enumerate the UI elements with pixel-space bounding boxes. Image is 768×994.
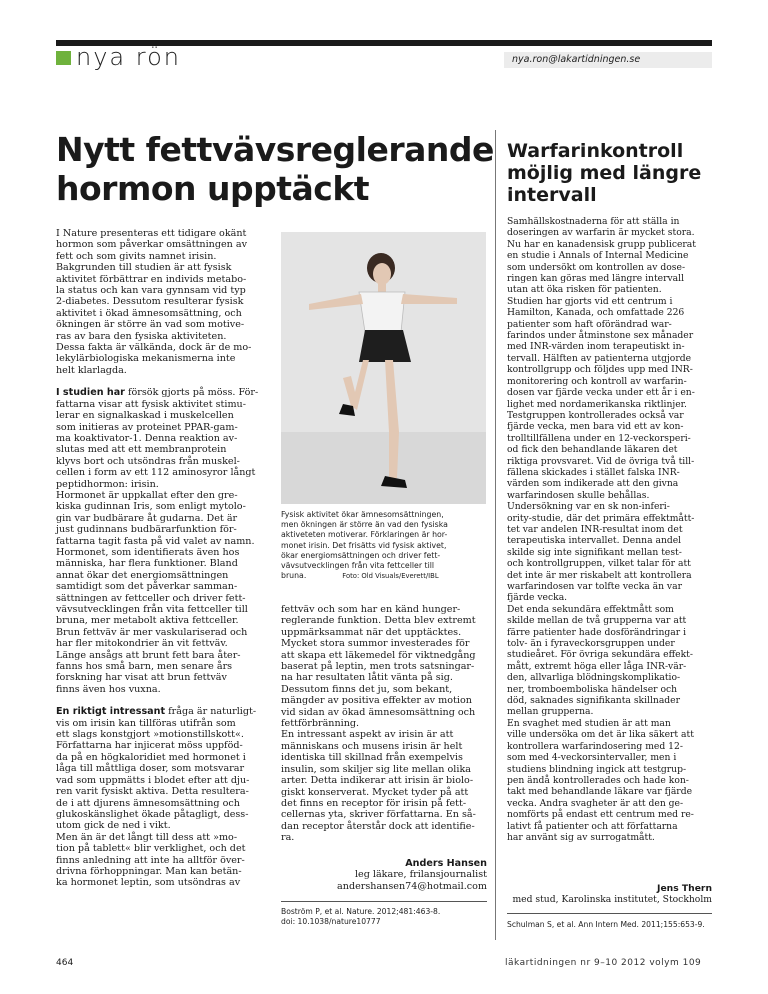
sidebar-body-line: har använt sig av surrogatmått.	[507, 831, 655, 843]
sidebar-body-line: studieåret. För övriga sekundära effekt-	[507, 649, 693, 661]
caption-line: aktiveteten motiverar. Förklaringen är hor-	[281, 530, 448, 540]
sidebar-body-line: färre patienter hade dosförändringar i	[507, 626, 687, 638]
caption-line: Fysisk aktivitet ökar ämnesomsättningen,	[281, 510, 444, 519]
body-line: Mycket stora summor investerades för	[281, 638, 470, 650]
section-label: nya rön	[76, 43, 181, 71]
sidebar-body-line: som med 4-veckorsintervaller, men i	[507, 752, 677, 764]
body-line: Författarna har injicerat möss uppföd-	[56, 740, 243, 752]
section-email-link[interactable]: nya.ron@lakartidningen.se	[512, 54, 641, 65]
body-line: ett slags konstgjort »motionstillskott«.	[56, 729, 244, 741]
body-line: vävsutvecklingen från vita fettceller till	[56, 604, 248, 615]
body-line: aktivitet förbättrar en individs metabo-	[56, 273, 247, 285]
sidebar-body-line: od fick den behandlande läkaren det	[507, 444, 678, 456]
sidebar-body-line: trolltillfällena under en 12-veckorsperi-	[507, 432, 691, 444]
article-reference	[281, 907, 440, 927]
body-line: dan receptor återstår dock att identifie-	[281, 820, 475, 832]
body-line: som initieras av proteinet PPAR-gam-	[56, 421, 238, 433]
body-line: na har resultaten låtit vänta på sig.	[281, 672, 453, 684]
body-line: Bakgrunden till studien är att fysisk	[56, 262, 232, 274]
sidebar-body-line: fällena skickades i stället falska INR-	[507, 466, 680, 478]
body-line: har fler mitokondrier än vit fettväv.	[56, 638, 228, 650]
body-line: baserat på leptin, men trots satsningar-	[281, 661, 475, 673]
body-line: Men än är det långt till dess att »mo-	[56, 831, 238, 843]
body-line: vad som uppmätts i blodet efter att dju-	[56, 774, 250, 786]
sidebar-body-line: monitorering och kontroll av warfarin-	[507, 375, 687, 387]
sidebar-body-line: takt med behandlande läkare var fjärde	[507, 786, 693, 798]
body-line	[56, 376, 258, 387]
dancer-photo	[281, 232, 486, 504]
body-line: hormon som påverkar omsättningen av	[56, 239, 248, 251]
body-line: I Nature presenteras ett tidigare okänt	[56, 228, 247, 239]
sidebar-body-line: den, allvarliga blödningskomplikatio-	[507, 672, 681, 684]
body-line: ökningen är större än vad som motive-	[56, 319, 245, 331]
sidebar-author-title: med stud, Karolinska institutet, Stockholm	[512, 894, 712, 906]
body-line: annat ökar det energiomsättningen	[56, 569, 229, 581]
sidebar-body-line: som undersökt om kontrollen av dose-	[507, 261, 686, 273]
body-line: klyvs bort och utsöndras från muskel-	[56, 455, 240, 467]
body-line: Brun fettväv är mer vaskulariserad och	[56, 626, 248, 638]
sidebar-body-line: tolv- än i fyraveckorsgruppen under	[507, 638, 675, 650]
sidebar-body-line: värden som indikerade att den givna	[507, 478, 679, 490]
body-line	[56, 695, 258, 706]
body-line: samtidigt som det påverkar samman-	[56, 581, 238, 593]
body-line: människa, har flera funktioner. Bland	[56, 558, 238, 570]
body-line: En intressant aspekt av irisin är att	[281, 729, 454, 741]
body-line: mängder av positiva effekter av motion	[281, 695, 472, 707]
sidebar-body-line: och kontrollgruppen, vilket talar för att	[507, 558, 691, 570]
body-line: finns även hos vuxna.	[56, 683, 161, 695]
body-line: peptidhormon: irisin.	[56, 478, 159, 490]
sidebar-body-line: ner, tromboemboliska händelser och	[507, 683, 678, 695]
page-number: 464	[56, 958, 74, 968]
journal-footer: läkartidningen nr 9–10 2012 volym 109	[505, 958, 702, 968]
article-byline	[281, 858, 487, 892]
body-line: fettförbränning.	[281, 718, 360, 730]
reference-divider	[281, 901, 487, 902]
sidebar-body-line: riktiga provsvaret. Vid de övriga två till-	[507, 455, 695, 467]
body-line: identiska till skillnad från exempelvis	[281, 752, 463, 764]
body-line: fettväv och som har en känd hunger-	[281, 604, 461, 615]
sidebar-body-line: warfarindosen skulle behållas.	[507, 489, 650, 501]
body-line: ras av bara den fysiska aktiviteten.	[56, 330, 227, 342]
body-line: insulin, som skiljer sig lite mellan olika	[281, 763, 471, 775]
sidebar-divider	[495, 130, 496, 940]
article-headline	[56, 130, 494, 208]
sidebar-body-line: mått, extremt höga eller låga INR-vär-	[507, 660, 687, 672]
sidebar-body-line: Undersökning var en sk non-inferi-	[507, 501, 670, 513]
body-line: ka hormonet leptin, som utsöndras av	[56, 877, 241, 889]
body-line: reglerande funktion. Detta blev extremt	[281, 615, 476, 627]
sidebar-body-line: patienter som haft oförändrad war-	[507, 318, 672, 330]
body-line: cellernas yta, skriver författarna. En så-	[281, 809, 476, 821]
sidebar-body-line: lativt få patienter och att författarna	[507, 820, 678, 832]
sidebar-body-line: en studie i Annals of Internal Medicine	[507, 250, 689, 262]
sidebar-headline	[507, 140, 701, 206]
body-line: giskt konserverat. Mycket tyder på att	[281, 786, 469, 798]
body-line: I studien har försök gjorts på möss. För-	[56, 387, 259, 399]
sidebar-byline	[507, 883, 712, 906]
sidebar-body-line: Testgruppen kontrollerades också var	[507, 409, 684, 421]
body-line: det finns en receptor för irisin på fett-	[281, 797, 467, 809]
sidebar-body-line: nomförts på endast ett centrum med re-	[507, 809, 694, 821]
body-line: sättningen av fettceller och driver fett-	[56, 592, 246, 604]
body-line: fanns hos små barn, men senare års	[56, 661, 233, 673]
sidebar-body-line: skilde mellan de två grupperna var att	[507, 615, 687, 627]
sidebar-body-line: dosen var fjärde vecka under ett år i en-	[507, 387, 695, 399]
body-line: lerar en signalkaskad i muskelcellen	[56, 410, 234, 422]
body-line: fattarna visar att fysisk aktivitet stimu-	[56, 398, 246, 410]
caption-line: ökar energiomsättningen och driver fett-	[281, 550, 441, 560]
body-line: låga till måttliga doser, som motsvarar	[56, 763, 245, 775]
caption-line: monet irisin. Det frisätts vid fysisk aktivet,	[281, 540, 447, 550]
sidebar-body-line: kontrollgrupp och följdes upp med INR-	[507, 364, 693, 376]
body-line: bruna, mer metabolt aktiva fettceller.	[56, 615, 239, 627]
body-line: finns anledning att inte ha alltför över-	[56, 854, 245, 866]
sidebar-body-line: lighet med nordamerikanska riktlinjer.	[507, 398, 687, 410]
body-line: vid sidan av ökad ämnesomsättning och	[281, 706, 476, 718]
author-email: andershansen74@hotmail.com	[337, 880, 487, 892]
headline-line: hormon upptäckt	[56, 169, 370, 208]
sidebar-body-line: kontrollera warfarindosering med 12-	[507, 740, 683, 752]
sidebar-body-line: Nu har en kanadensisk grupp publicerat	[507, 238, 696, 250]
body-line: glukoskänslighet ökade påtagligt, dess-	[56, 808, 249, 820]
section-marker	[56, 51, 71, 65]
body-line: En riktigt intressant fråga är naturligt-	[56, 706, 257, 718]
sidebar-body-line: warfarindosen var tolfte vecka än var	[507, 581, 682, 592]
author-title: leg läkare, frilansjournalist	[354, 869, 487, 881]
body-line: la status och kan vara gynnsam vid typ	[56, 285, 246, 297]
body-line: da på en högkaloridiet med hormonet i	[56, 751, 246, 763]
photo-caption	[281, 510, 448, 581]
photo-credit: Foto: Old Visuals/Everett/IBL	[342, 572, 439, 581]
reference-line: Boström P, et al. Nature. 2012;481:463-8.	[281, 907, 441, 916]
sidebar-body-line: död, saknades signifikanta skillnader	[507, 695, 681, 707]
body-line: just gudinnans budbärarfunktion för-	[56, 524, 237, 536]
article-column-1	[56, 228, 258, 889]
body-line: uppmärksammat när det upptäcktes.	[281, 626, 462, 638]
sidebar-body-line: Samhällskostnaderna för att ställa in	[507, 216, 680, 227]
body-line: tion på tablett« blir verklighet, och det	[56, 843, 246, 855]
sidebar-body-line: mellan grupperna.	[507, 706, 594, 718]
sidebar-body-line: Studien har gjorts vid ett centrum i	[507, 295, 673, 307]
body-line: fattarna tagit fasta på vid valet av namn.	[56, 535, 255, 547]
sidebar-body-line: fjärde vecka, men bara vid ett av kon-	[507, 421, 684, 433]
body-line: att skapa ett läkemedel för viktnedgång	[281, 649, 476, 661]
body-line: gin var budbärare åt gudarna. Det är	[56, 512, 238, 524]
lead-in: I studien har	[56, 387, 125, 399]
body-line: Dessa fakta är välkända, dock är de mo-	[56, 342, 252, 354]
body-line: människans och musens irisin är helt	[281, 740, 463, 752]
body-line: Länge ansågs att brunt fett bara åter-	[56, 649, 241, 661]
sidebar-body-line: fjärde vecka.	[507, 592, 568, 604]
caption-line: bruna. Foto: Old Visuals/Everett/IBL	[281, 571, 439, 581]
body-line: helt klarlagda.	[56, 364, 127, 376]
body-line: drivna förhoppningar. Man kan betän-	[56, 865, 242, 877]
sidebar-body-line: Det enda sekundära effektmått som	[507, 603, 674, 615]
sidebar-body-line: ringen kan göras med längre intervall	[507, 273, 685, 285]
sidebar-body-line: Hamilton, Kanada, och omfattade 226	[507, 307, 685, 319]
sidebar-author-name: Jens Thern	[657, 883, 712, 894]
sidebar-body-line: studiens blindning ingick att testgrup-	[507, 763, 687, 775]
body-line: arter. Detta indikerar att irisin är biolo-	[281, 775, 474, 787]
sidebar-reference-divider	[507, 913, 712, 914]
sidebar-body-line: tet var andelen INR-resultat inom det	[507, 523, 683, 535]
body-line: forskning har visat att brun fettväv	[56, 672, 227, 684]
body-line: Hormonet, som identifierats även hos	[56, 546, 240, 558]
sidebar-reference: Schulman S, et al. Ann Intern Med. 2011;155:653-9.	[507, 920, 705, 929]
body-line: 2-diabetes. Dessutom resulterar fysisk	[56, 296, 244, 308]
body-line: Hormonet är uppkallat efter den gre-	[56, 489, 238, 501]
sidebar-body-line: pen ändå kontrollerades och hade kon-	[507, 774, 689, 786]
article-column-2	[281, 604, 476, 844]
body-line: kiska gudinnan Iris, som enligt mytolo-	[56, 501, 246, 513]
dancer-illustration	[281, 232, 486, 504]
sidebar-body	[507, 216, 696, 843]
sidebar-body-line: terapeutiska intervallet. Denna andel	[507, 535, 682, 547]
body-line: cellen i form av ett 112 aminosyror långt	[56, 467, 256, 479]
lead-in: En riktigt intressant	[56, 706, 166, 718]
reference-line: doi: 10.1038/nature10777	[281, 917, 381, 926]
body-line: fett och som givits namnet irisin.	[56, 250, 217, 262]
sidebar-body-line: det inte är mer riskabelt att kontrollera	[507, 569, 692, 581]
body-line: ma koaktivator-1. Denna reaktion av-	[56, 432, 238, 444]
sidebar-headline-line: intervall	[507, 184, 597, 206]
body-line: aktivitet i ökad ämnesomsättning, och	[56, 307, 242, 319]
author-name: Anders Hansen	[405, 858, 487, 869]
body-line: vis om irisin kan tillföras utifrån som	[56, 717, 236, 729]
body-line: Dessutom finns det ju, som bekant,	[281, 683, 453, 695]
body-line: utom gick de ned i vikt.	[56, 820, 171, 832]
sidebar-body-line: vecka. Andra svagheter är att den ge-	[507, 797, 684, 809]
body-line: de i att djurens ämnesomsättning och	[56, 797, 240, 809]
caption-line: men ökningen är större än vad den fysiska	[281, 520, 448, 530]
sidebar-body-line: skilde sig inte signifikant mellan test-	[507, 546, 682, 558]
headline-line: Nytt fettvävsreglerande	[56, 130, 494, 169]
sidebar-body-line: farindos under åtminstone sex månader	[507, 330, 694, 342]
sidebar-headline-line: Warfarinkontroll	[507, 140, 684, 162]
sidebar-body-line: utan att öka risken för patienten.	[507, 284, 662, 296]
sidebar-body-line: ville undersöka om det är lika säkert att	[507, 729, 694, 741]
sidebar-body-line: med INR-värden inom terapeutiskt in-	[507, 341, 685, 353]
sidebar-headline-line: möjlig med längre	[507, 162, 702, 184]
body-line: lekylärbiologiska mekanismerna inte	[56, 353, 236, 365]
sidebar-body-line: tervall. Hälften av patienterna utgjorde	[507, 352, 692, 364]
sidebar-body-line: En svaghet med studien är att man	[507, 717, 671, 729]
caption-line: vävsutvecklingen från vita fettceller till	[281, 561, 435, 571]
body-line: ra.	[281, 832, 295, 844]
sidebar-body-line: ority-studie, där det primära effektmått-	[507, 512, 695, 524]
body-line: ren varit fysiskt aktiva. Detta resultera-	[56, 786, 249, 798]
body-line: slutas med att ett membranprotein	[56, 444, 227, 456]
sidebar-body-line: doseringen av warfarin är mycket stora.	[507, 227, 695, 239]
